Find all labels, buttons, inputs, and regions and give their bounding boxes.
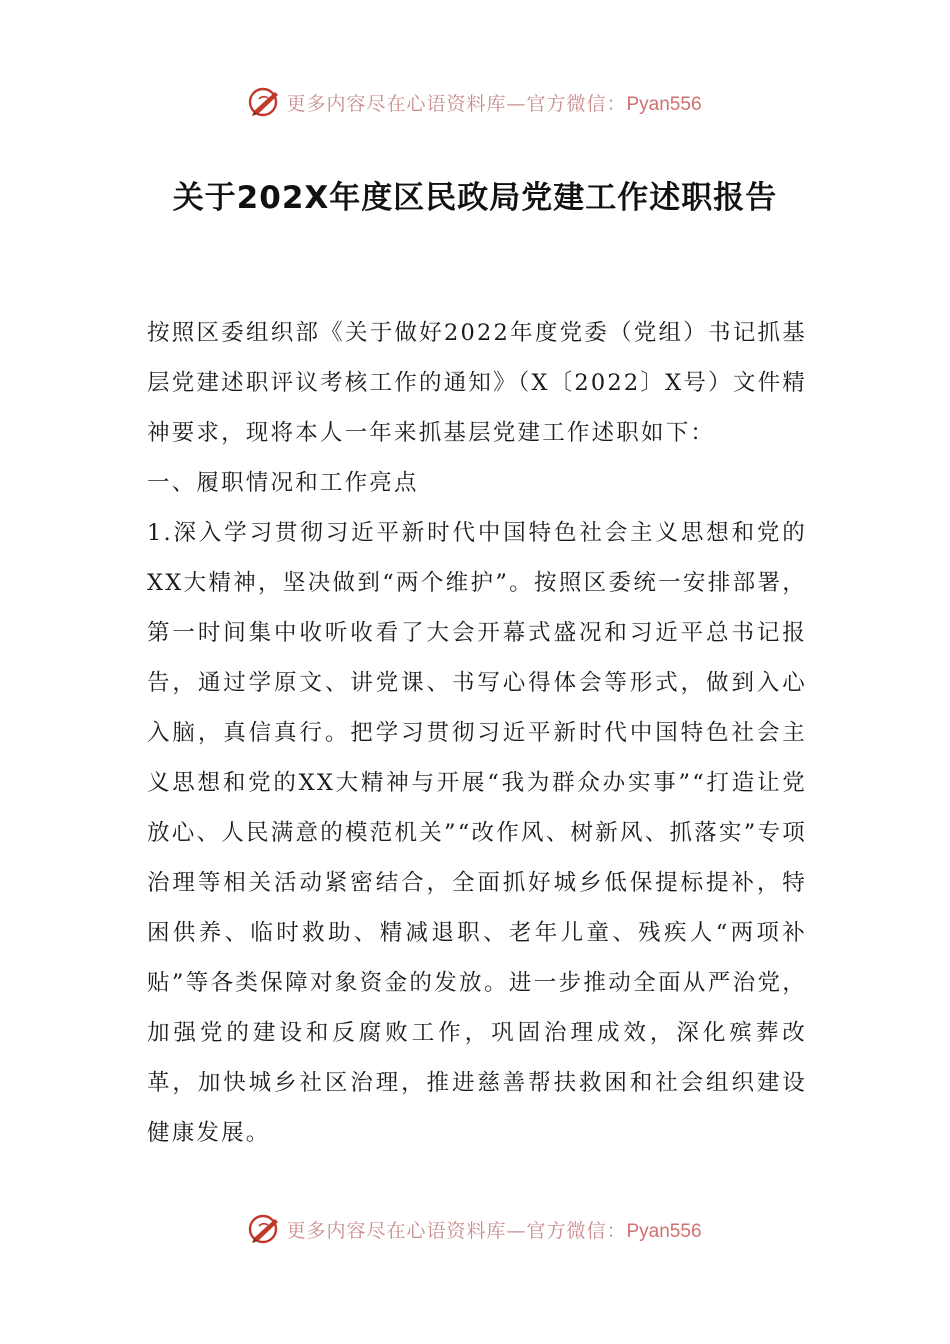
- watermark-wechat-id: Pyan556: [626, 1220, 702, 1242]
- pen-logo-icon: [248, 85, 282, 119]
- watermark-text: [286, 1216, 701, 1243]
- watermark-banner-bottom: [0, 1209, 950, 1249]
- section-heading: 一、履职情况和工作亮点: [147, 470, 419, 496]
- watermark-text: [286, 89, 701, 116]
- watermark-site-text: 更多内容尽在心语资料库—官方微信：: [286, 1219, 627, 1242]
- watermark-wechat-id: Pyan556: [626, 93, 702, 115]
- watermark-site-text: 更多内容尽在心语资料库—官方微信：: [286, 92, 627, 115]
- intro-paragraph: 按照区委组织部《关于做好2022年度党委（党组）书记抓基层党建述职评议考核工作的通知》（X〔2022〕X号）文件精神要求，现将本人一年来抓基层党建工作述职如下：: [147, 320, 807, 446]
- body-paragraph: 1.深入学习贯彻习近平新时代中国特色社会主义思想和党的XX大精神，坚决做到“两个维护”。按照区委统一安排部署，第一时间集中收听收看了大会开幕式盛况和习近平总书记报告，通过学原文、讲党课、书写心得体会等形式，做到入心入脑，真信真行。把学习贯彻习近平新时代中国特色社会主义思想和党的XX大精神与开展“我为群众办实事”“打造让党放心、人民满意的模范机关”“改作风、树新风、抓落实”专项治理等相关活动紧密结合，全面抓好城乡低保提标提补，特困供养、临时救助、精减退职、老年儿童、残疾人“两项补贴”等各类保障对象资金的发放。进一步推动全面从严治党，加强党的建设和反腐败工作，巩固治理成效，深化殡葬改革，加快城乡社区治理，推进慈善帮扶救困和社会组织建设健康发展。: [147, 520, 807, 1146]
- document-title: 关于202X年度区民政局党建工作述职报告: [172, 180, 778, 216]
- document-body: [147, 308, 807, 1158]
- pen-logo-icon: [248, 1212, 282, 1246]
- watermark-banner-top: [0, 82, 950, 122]
